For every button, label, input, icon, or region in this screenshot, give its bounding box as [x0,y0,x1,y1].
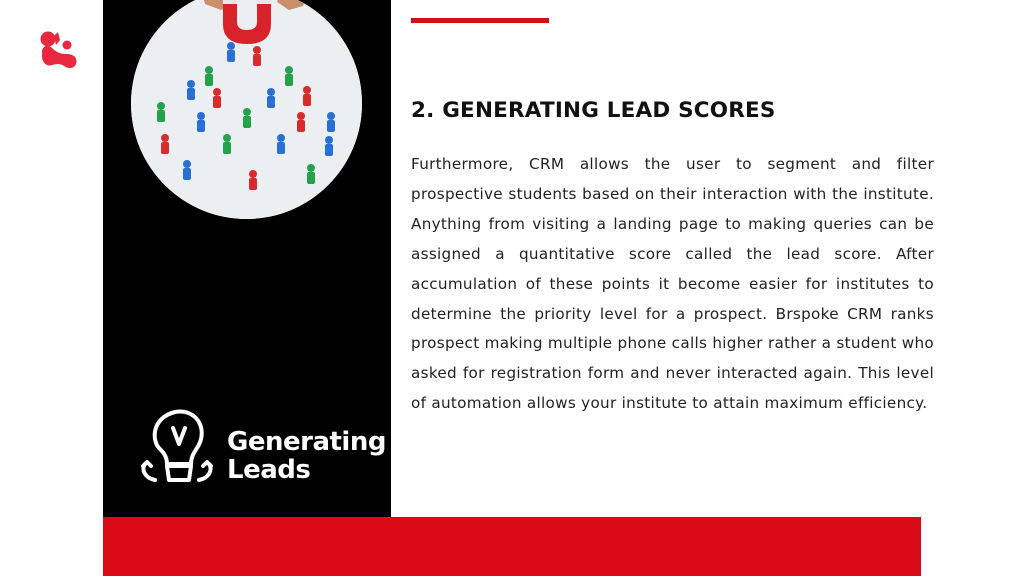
lightbulb-icon [137,406,217,488]
footer-bar [103,517,921,576]
badge-title [227,428,386,484]
brand-logo-icon [38,28,80,70]
accent-line [411,18,549,23]
section-body: Furthermore, CRM allows the user to segment and filter prospective students based on their interaction with the institute. Anything from visiting a landing page to making queries can be assigned a quantitative score called the lead score. After accumulation of these points it become easier for institutes to determine the priority level for a prospect. Brspoke CRM ranks prospect making multiple phone calls higher rather a student who asked for registration form and never interacted again. This level of automation allows your institute to attain maximum efficiency. [411,155,934,413]
generating-leads-badge [137,404,386,494]
badge-line-1: Generating [227,427,386,457]
badge-line-2: Leads [227,455,311,485]
section-heading: 2. GENERATING LEAD SCORES [411,98,776,123]
